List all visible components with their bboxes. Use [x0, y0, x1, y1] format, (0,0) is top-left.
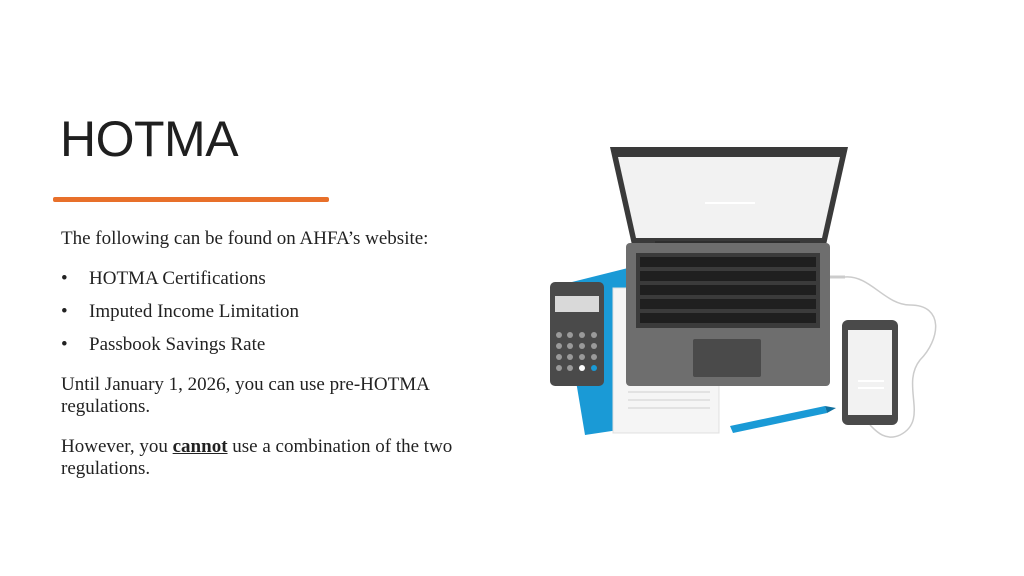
warning-emphasis: cannot — [172, 436, 228, 457]
slide-body — [61, 228, 461, 498]
bullet-glyph: • — [61, 268, 68, 289]
bullet-text: HOTMA Certifications — [89, 268, 266, 289]
calculator-icon — [550, 282, 604, 386]
warning-text-after: use a combination of the two regulations. — [61, 436, 453, 479]
bullet-glyph: • — [61, 334, 68, 355]
workspace-illustration — [540, 130, 960, 450]
bullet-item — [61, 301, 461, 323]
bullet-text: Passbook Savings Rate — [89, 334, 266, 355]
bullet-list — [61, 268, 461, 356]
title-accent-line — [53, 197, 329, 202]
bullet-item — [61, 268, 461, 290]
bullet-item — [61, 334, 461, 356]
intro-text: The following can be found on AHFA’s website: — [61, 228, 429, 249]
warning-paragraph — [61, 436, 461, 480]
bullet-glyph: • — [61, 301, 68, 322]
bullet-text: Imputed Income Limitation — [89, 301, 300, 322]
transition-paragraph: Until January 1, 2026, you can use pre-HOTMA regulations. — [61, 374, 429, 417]
slide-title: HOTMA — [60, 111, 239, 167]
warning-text-before: However, you — [61, 436, 173, 457]
smartphone-icon — [842, 320, 898, 425]
pen-icon — [730, 406, 836, 433]
